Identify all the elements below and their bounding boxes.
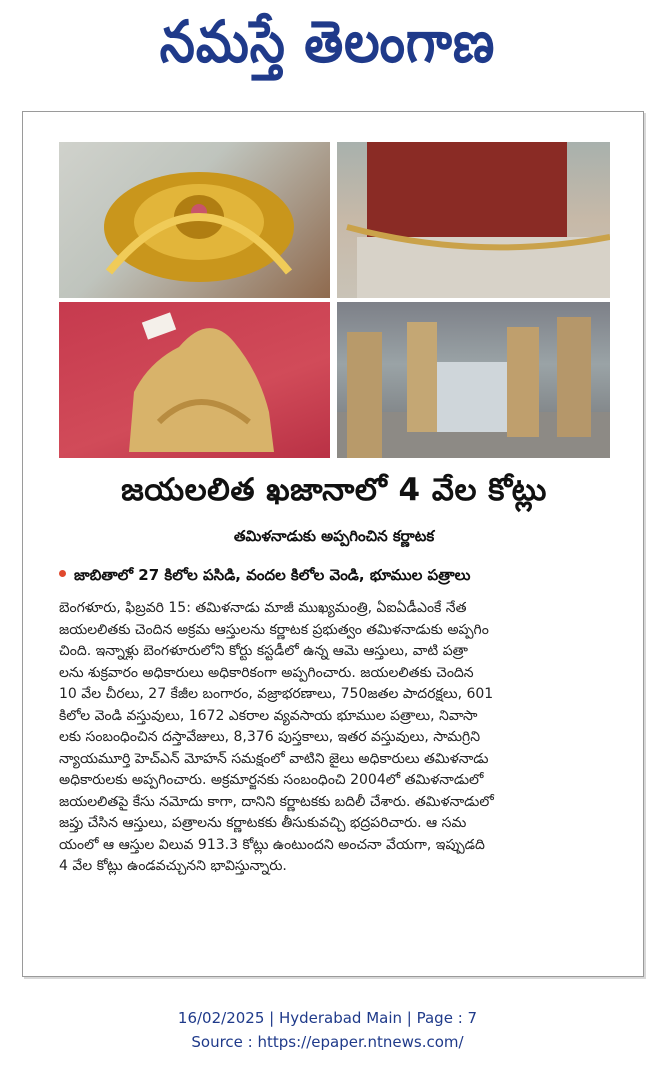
body-line: 4 వేల కోట్లు ఉండవచ్చునని భావిస్తున్నారు. [59,858,287,874]
body-line: లకు సంబంధించిన దస్తావేజులు, 8,376 పుస్తకాలు, ఇతర వస్తువులు, సామగ్రిని [59,729,481,745]
article-bullet-point [59,566,619,588]
article-clipping [22,111,644,977]
body-line: కిలోల వెండి వస్తువులు, 1672 ఎకరాల వ్యవసాయ భూముల పత్రాలు, నివాసా [59,707,478,724]
body-line: యంలో ఆ ఆస్తుల విలువ 913.3 కోట్లు ఉంటుందని అంచనా వేయగా, ఇప్పుడది [59,836,485,853]
photo-collage [59,142,610,458]
body-line: న్యాయమూర్తి హెచ్ఎన్ మోహన్ సమక్షంలో వాటిని జైలు అధికారులు తమిళనాడు [59,750,489,767]
body-line: లను శుక్రవారం అధికారులు అధికారికంగా అప్పగించారు. జయలలితకు చెందిన [59,664,474,681]
source-link[interactable]: Source : https://epaper.ntnews.com/ [191,1033,464,1051]
article-headline: జయలలిత ఖజానాలో 4 వేల కోట్లు [121,472,547,508]
newspaper-masthead [0,6,655,78]
body-line: జయలలితకు చెందిన అక్రమ ఆస్తులను కర్ణాటక ప్రభుత్వం తమిళనాడుకు అప్పగిం [59,621,489,638]
police-officers-photo [337,302,610,458]
gold-crown-photo [59,142,330,298]
article-body [59,598,619,878]
body-line: జప్తు చేసిన ఆస్తులు, పత్రాలను కర్ణాటకకు తీసుకువచ్చి భద్రపరిచారు. ఆ సమ [59,815,467,831]
body-line: జయలలితపై కేసు నమోదు కాగా, దానిని కర్ణాటకకు బదిలీ చేశారు. తమిళనాడులో [59,793,494,810]
body-line: బెంగళూరు, ఫిబ్రవరి 15: తమిళనాడు మాజీ ముఖ్యమంత్రి, ఏఐఏడీఎంకే నేత [59,600,467,616]
edition-info: 16/02/2025 | Hyderabad Main | Page : 7 [177,1009,478,1027]
sword-photo [337,142,610,298]
masthead-title: నమస్తే తెలంగాణ [159,8,496,76]
body-line: అధికారులకు అప్పగించారు. అక్రమార్జనకు సంబంధించి 2004లో తమిళనాడులో [59,772,484,788]
article-subheadline: తమిళనాడుకు అప్పగించిన కర్ణాటక [233,527,435,545]
gold-ornament-photo [59,302,330,458]
bullet-text: జాబితాలో 27 కిలోల పసిడి, వందల కిలోల వెండి, భూముల పత్రాలు [74,566,471,584]
body-line: 10 వేల చీరలు, 27 కేజీల బంగారం, వజ్రాభరణాలు, 750జతల పాదరక్షలు, 601 [59,686,494,702]
bullet-dot-icon [59,570,66,577]
body-line: చింది. ఇన్నాళ్లు బెంగళూరులోని కోర్టు కస్టడీలో ఉన్న ఆమె ఆస్తులు, వాటి పత్రా [59,643,468,659]
